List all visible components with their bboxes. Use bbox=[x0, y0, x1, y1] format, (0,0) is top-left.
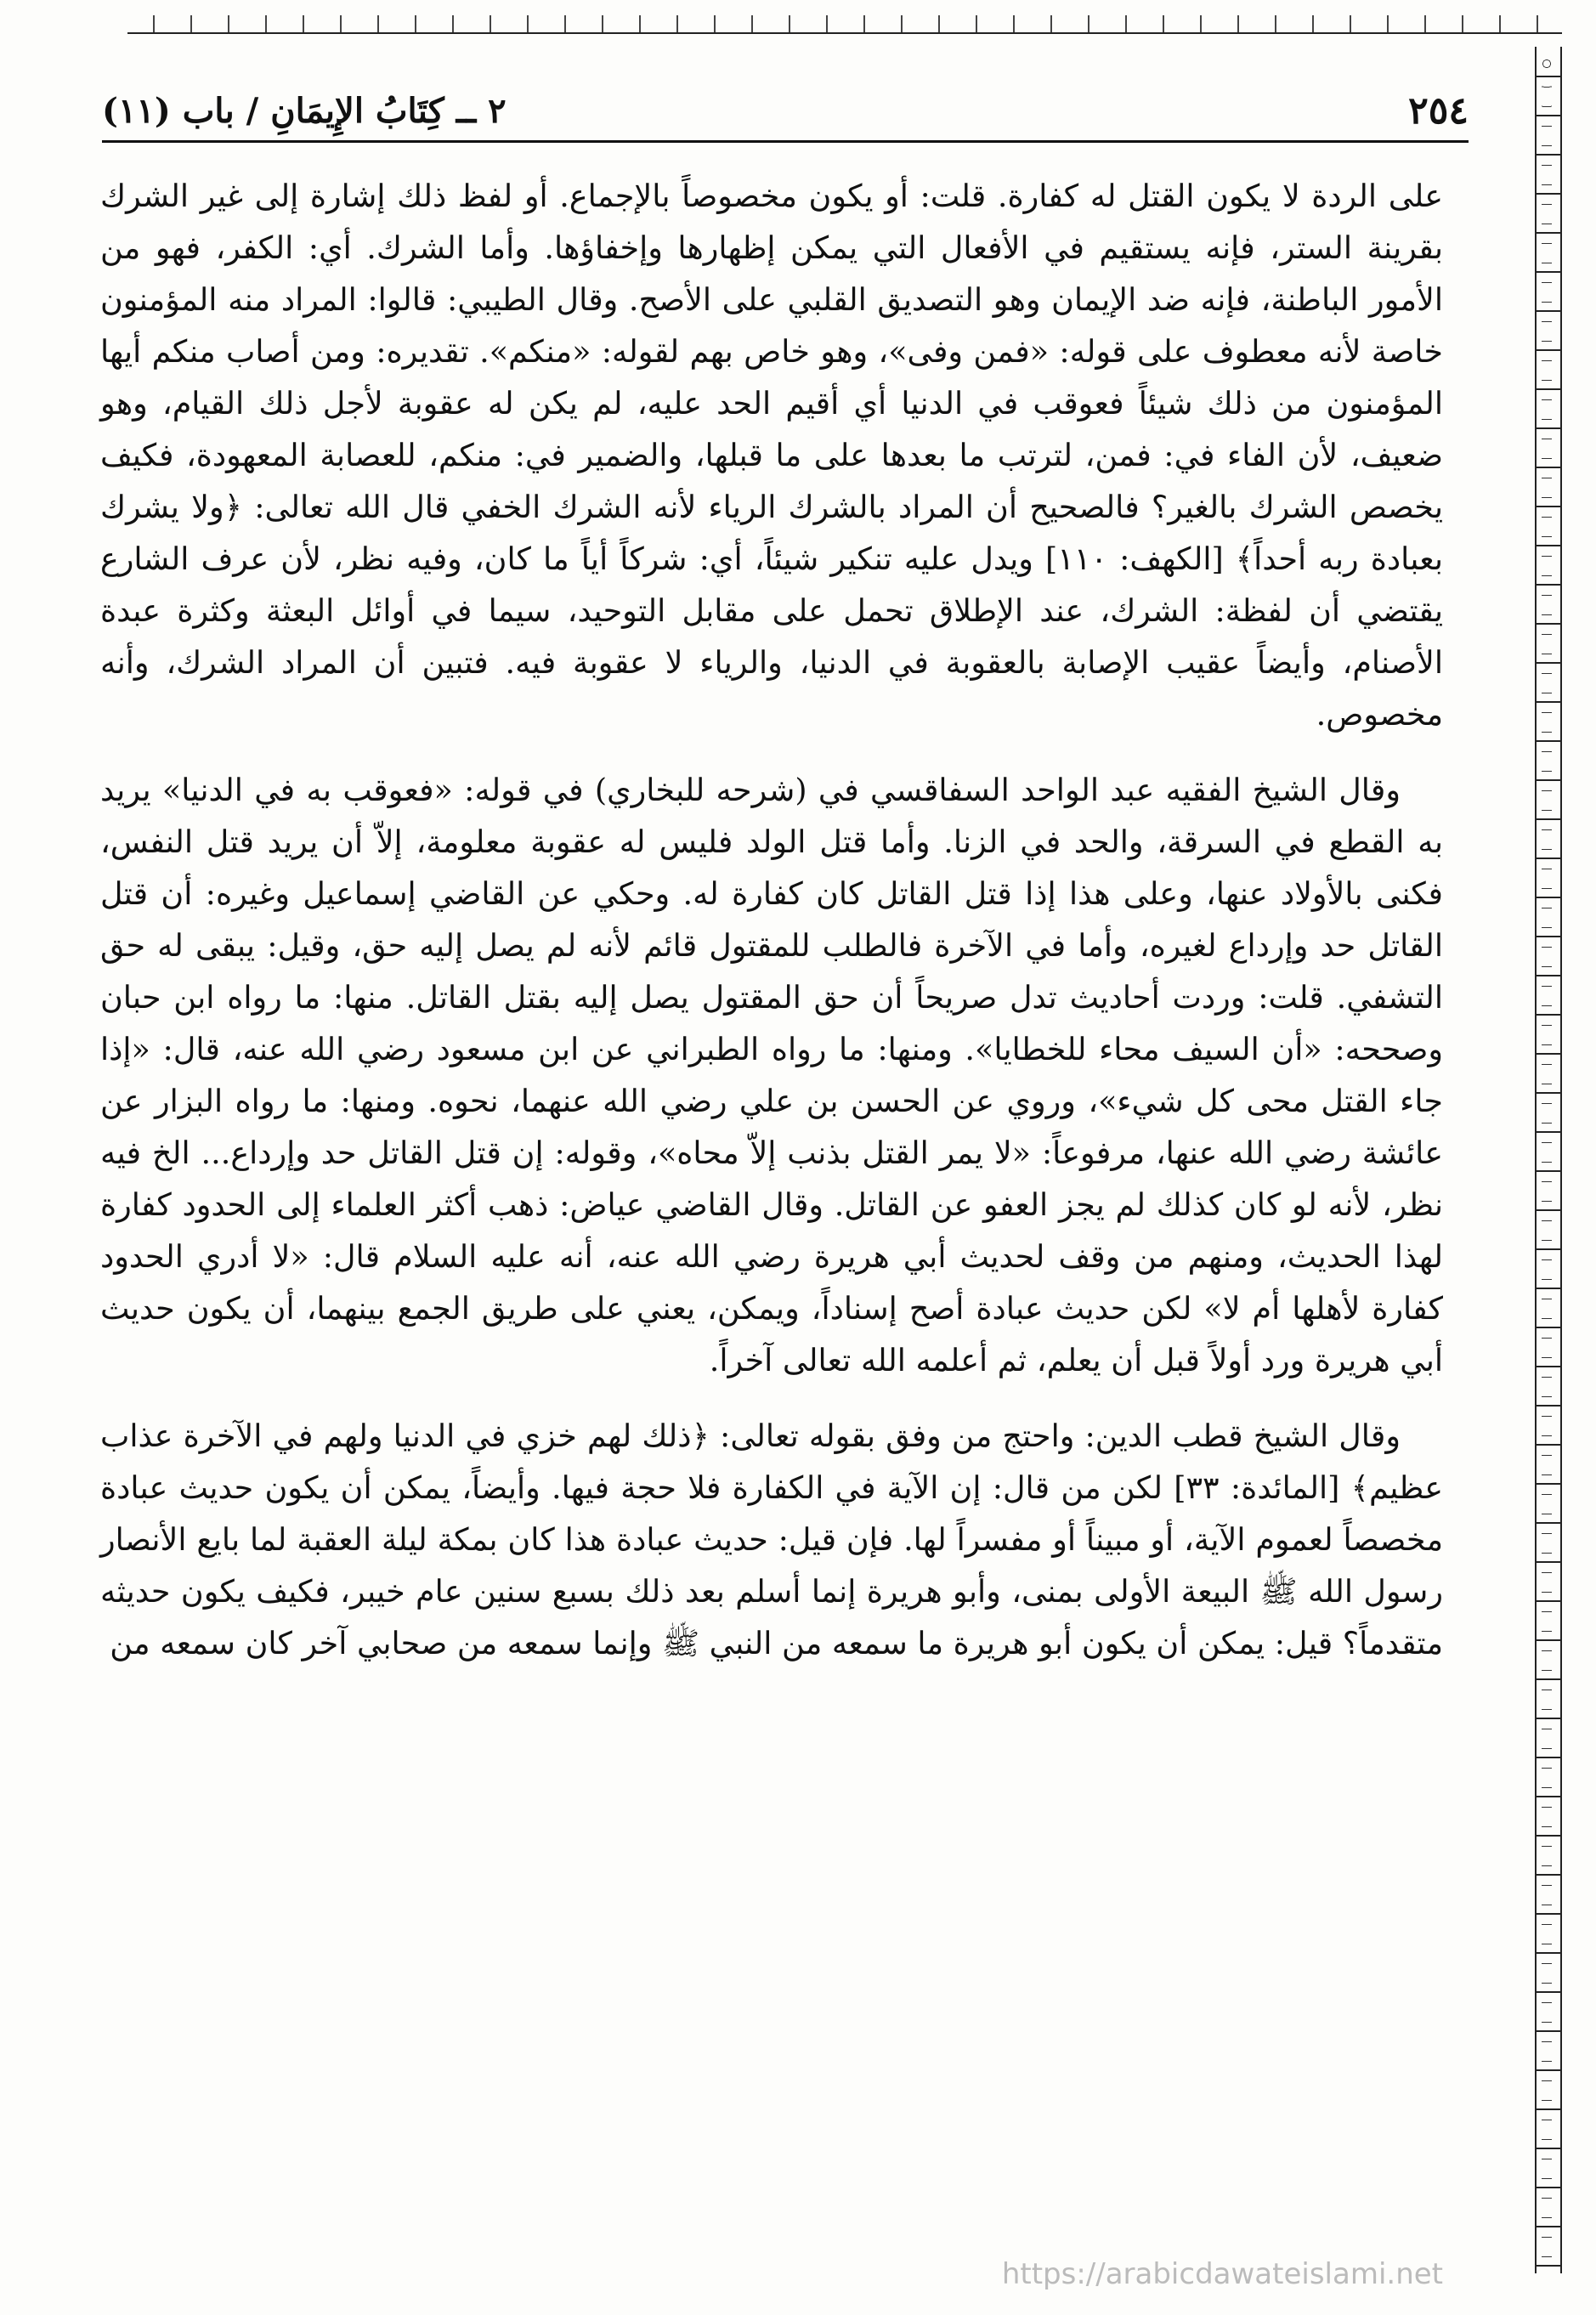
running-title: ٢ ــ كِتَابُ الإِيمَانِ / باب (١١) bbox=[102, 90, 507, 131]
page-header bbox=[102, 81, 1469, 143]
ornamental-border-top bbox=[127, 15, 1562, 34]
ornamental-border-right bbox=[1535, 47, 1562, 2273]
page-number: ٢٥٤ bbox=[1408, 88, 1469, 133]
paragraph-1: على الردة لا يكون القتل له كفارة. قلت: أو يكون مخصوصاً بالإجماع. أو لفظ ذلك إشارة إلى غير الشرك بقرينة الستر، فإنه يستقيم في الأفعال التي يمكن إظهارها وإخفاؤها. وأما الشرك. أي: الكفر، فهو من الأمور الباطنة، فإنه ضد الإيمان وهو التصديق القلبي على الأصح. وقال الطيبي: قالوا: المراد منه المؤمنون خاصة لأنه معطوف على قوله: «فمن وفى»، وهو خاص بهم لقوله: «منكم». تقديره: ومن أصاب منكم أيها المؤمنون من ذلك شيئاً فعوقب في الدنيا أي أقيم الحد عليه، لم يكن له عقوبة لأجل ذلك القيام، وهو ضعيف، لأن الفاء في: فمن، لترتب ما بعدها على ما قبلها، والضمير في: منكم، للعصابة المعهودة، فكيف يخصص الشرك بالغير؟ فالصحيح أن المراد بالشرك الرياء لأنه الشرك الخفي قال الله تعالى: ﴿ولا يشرك بعبادة ربه أحداً﴾ [الكهف: ١١٠] ويدل عليه تنكير شيئاً، أي: شركاً أياً ما كان، وفيه نظر، لأن عرف الشارع يقتضي أن لفظة: الشرك، عند الإطلاق تحمل على مقابل التوحيد، سيما في أوائل البعثة وكثرة عبدة الأصنام، وأيضاً عقيب الإصابة بالعقوبة في الدنيا، والرياء لا عقوبة فيه. فتبين أن المراد الشرك، وأنه مخصوص. bbox=[100, 178, 1443, 733]
watermark-url: https://arabicdawateislami.net bbox=[1001, 2257, 1443, 2291]
paragraph-3: وقال الشيخ قطب الدين: واحتج من وفق بقوله تعالى: ﴿ذلك لهم خزي في الدنيا ولهم في الآخرة عذاب عظيم﴾ [المائدة: ٣٣] لكن من قال: إن الآية في الكفارة فلا حجة فيها. وأيضاً، يمكن أن يكون حديث عبادة مخصصاً لعموم الآية، أو مبيناً أو مفسراً لها. فإن قيل: حديث عبادة هذا كان بمكة ليلة العقبة لما بايع الأنصار رسول الله ﷺ البيعة الأولى بمنى، وأبو هريرة إنما أسلم بعد ذلك بسبع سنين عام خيبر، فكيف يكون حديثه متقدماً؟ قيل: يمكن أن يكون أبو هريرة ما سمعه من النبي ﷺ وإنما سمعه من صحابي آخر كان سمعه من bbox=[100, 1418, 1443, 1661]
paragraph-2: وقال الشيخ الفقيه عبد الواحد السفاقسي في (شرحه للبخاري) في قوله: «فعوقب به في الدنيا» يريد به القطع في السرقة، والحد في الزنا. وأما قتل الولد فليس له عقوبة معلومة، إلاّ أن يريد قتل النفس، فكنى بالأولاد عنها، وعلى هذا إذا قتل القاتل كان كفارة له. وحكي عن القاضي إسماعيل وغيره: أن قتل القاتل حد وإرداع لغيره، وأما في الآخرة فالطلب للمقتول قائم لأنه لم يصل إليه حق، وقيل: يبقى له حق التشفي. قلت: وردت أحاديث تدل صريحاً أن حق المقتول يصل إليه بقتل القاتل. منها: ما رواه ابن حبان وصححه: «أن السيف محاء للخطايا». ومنها: ما رواه الطبراني عن ابن مسعود رضي الله عنه، قال: «إذا جاء القتل محى كل شيء»، وروي عن الحسن بن علي رضي الله عنهما، نحوه. ومنها: ما رواه البزار عن عائشة رضي الله عنها، مرفوعاً: «لا يمر القتل بذنب إلاّ محاه»، وقوله: إن قتل القاتل حد وإرداع... الخ فيه نظر، لأنه لو كان كذلك لم يجز العفو عن القاتل. وقال القاضي عياض: ذهب أكثر العلماء إلى الحدود كفارة لهذا الحديث، ومنهم من وقف لحديث أبي هريرة رضي الله عنه، أنه عليه السلام قال: «لا أدري الحدود كفارة لأهلها أم لا» لكن حديث عبادة أصح إسناداً، ويمكن، يعني على طريق الجمع بينهما، أن يكون حديث أبي هريرة ورد أولاً قبل أن يعلم، ثم أعلمه الله تعالى آخراً. bbox=[100, 772, 1443, 1378]
page-body bbox=[100, 170, 1443, 1693]
